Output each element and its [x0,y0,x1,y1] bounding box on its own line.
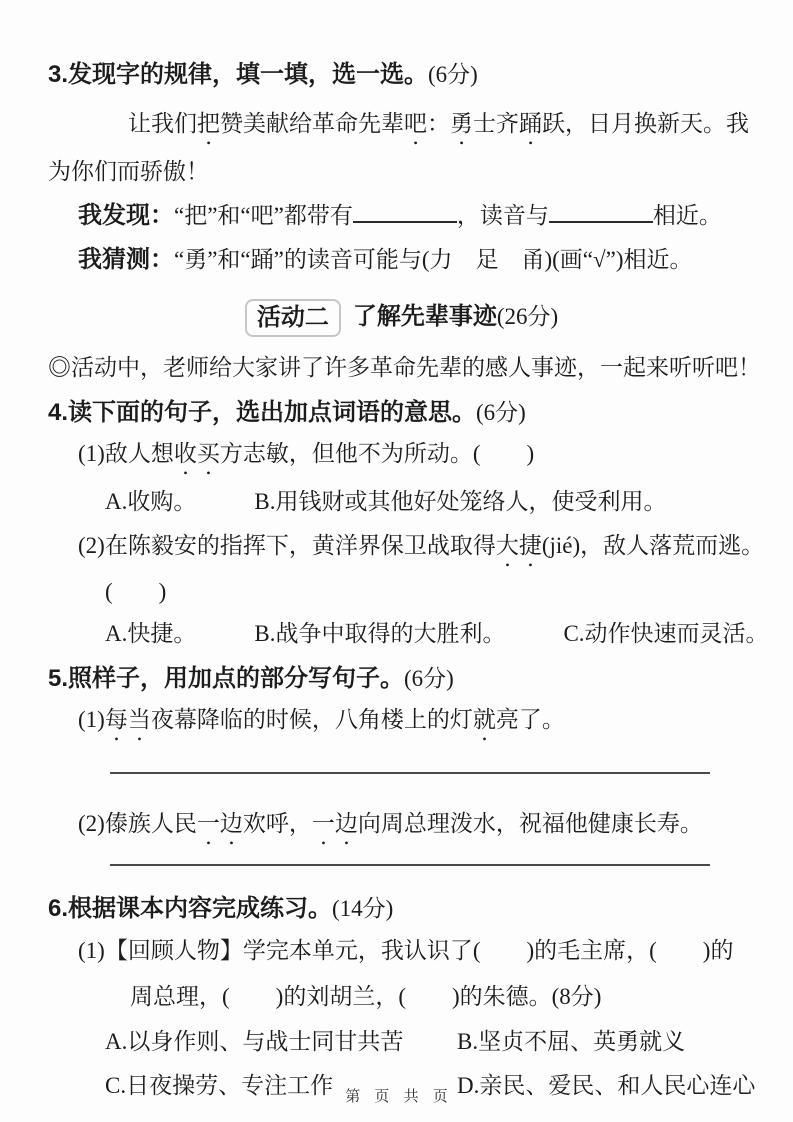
passage-text: 赞美献给革命先辈 [220,111,404,136]
emphasized-word: 一边 [311,811,358,836]
activity-2-header [48,296,755,338]
guess-text: “勇”和“踊”的读音可能与(力 足 甬)(画“√”)相近。 [174,247,693,272]
question-6-stem [48,890,755,928]
emphasized-char: 把 [197,111,220,136]
emphasized-char: 勇 [450,111,473,136]
item-text: (1) [78,707,105,732]
question-3-text: 3.发现字的规律，填一填，选一选。 [48,61,429,88]
answer-line[interactable] [110,772,710,774]
q6-item-1-line-1: (1)【回顾人物】学完本单元，我认识了( )的毛主席，( )的 [78,938,734,963]
activity-2-score: (26分) [496,304,559,329]
emphasized-char: 踊 [519,111,542,136]
item-text: 欢呼， [242,811,312,836]
q3-passage-line-1 [48,102,755,150]
question-6-score: (14分) [332,896,394,921]
option-c[interactable]: C.动作快速而灵活。 [563,621,769,646]
item-text: 亮了。 [495,707,565,732]
item-text: 方志敏，但他不为所动。 [219,441,473,466]
item-text: (2)傣族人民 [78,811,197,836]
option-b[interactable]: B.坚贞不屈、英勇就义 [457,1029,686,1054]
activity-2-badge: 活动二 [245,299,341,337]
find-text: ，读音与 [456,203,549,228]
q4-item-2-options [105,612,769,656]
question-3-stem [48,56,755,94]
question-3-score: (6分) [428,62,478,87]
q6-options-row-1 [105,1020,755,1064]
option-b[interactable]: B.战争中取得的大胜利。 [254,621,506,646]
option-c[interactable]: C.日夜操劳、专注工作 [105,1073,334,1098]
q3-find-line [78,194,755,238]
option-d[interactable]: D.亲民、爱民、和人民心连心 [457,1073,756,1098]
q4-item-1-options [105,480,755,524]
answer-line[interactable] [110,864,710,866]
q6-item-1-line-2: 周总理，( )的刘胡兰，( )的朱德。(8分) [130,984,602,1009]
item-text: (jié)，敌人落荒而逃。 [541,533,765,558]
option-a[interactable]: A.以身作则、与战士同甘共苦 [105,1029,404,1054]
item-text: (2)在陈毅安的指挥下，黄洋界保卫战取得 [78,533,496,558]
q3-guess-line [78,238,755,282]
q4-item-2-answer-paren[interactable]: ( ) [105,579,167,604]
passage-text: ： [427,111,450,136]
passage-text: 士齐 [473,111,519,136]
option-a[interactable]: A.收购。 [105,489,197,514]
passage-text: 跃，日月换新天。我 [542,111,749,136]
answer-paren[interactable]: ( ) [472,441,535,466]
item-text: 夜幕降临的时候，八角楼上的灯 [150,707,473,732]
question-5-stem [48,660,755,698]
emphasized-word: 收买 [173,441,220,466]
question-5-score: (6分) [404,666,454,691]
q4-item-1 [78,432,755,480]
guess-label: 我猜测： [78,246,174,273]
emphasized-word: 就 [472,707,496,732]
activity-2-intro: ◎活动中，老师给大家讲了许多革命先辈的感人事迹，一起来听听吧！ [48,355,761,380]
question-4-stem [48,394,755,432]
emphasized-word: 一边 [196,811,243,836]
find-text: 相近。 [652,203,722,228]
emphasized-word: 每当 [104,707,151,732]
question-4-text: 4.读下面的句子，选出加点词语的意思。 [48,399,477,426]
answer-blank[interactable] [353,201,457,223]
q4-item-2 [78,524,765,572]
passage-text: 让我们 [128,111,197,136]
find-text: “把”和“吧”都带有 [174,203,353,228]
q5-item-2 [78,802,755,850]
item-text: 向周总理泼水，祝福他健康长寿。 [357,811,703,836]
item-text: (1)敌人想 [78,441,174,466]
option-a[interactable]: A.快捷。 [105,621,197,646]
answer-blank[interactable] [549,201,653,223]
emphasized-word: 大捷 [495,533,542,558]
question-6-text: 6.根据课本内容完成练习。 [48,895,333,922]
q3-passage-line-2: 为你们而骄傲！ [48,159,209,184]
question-4-score: (6分) [476,400,526,425]
question-5-text: 5.照样子，用加点的部分写句子。 [48,665,405,692]
page-footer: 第 页 共 页 [345,1088,448,1105]
option-b[interactable]: B.用钱财或其他好处笼络人，使受利用。 [254,489,667,514]
activity-2-title: 了解先辈事迹 [352,303,497,330]
find-label: 我发现： [78,202,174,229]
emphasized-char: 吧 [404,111,427,136]
q5-item-1 [78,698,755,746]
